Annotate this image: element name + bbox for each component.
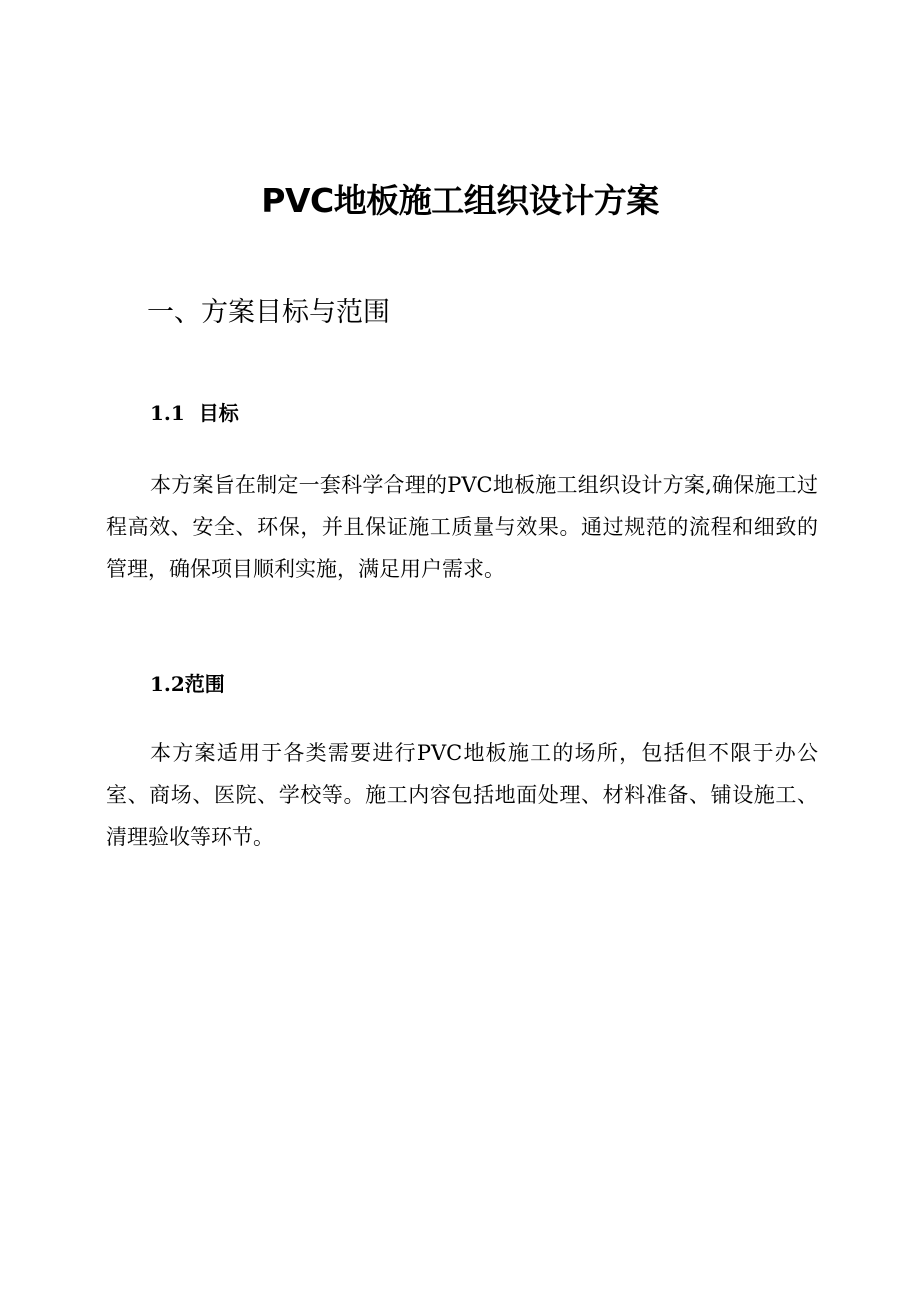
scope-paragraph: 本方案适用于各类需要进行PVC地板施工的场所，包括但不限于办公室、商场、医院、学校等。施工内容包括地面处理、材料准备、铺设施工、清理验收等环节。 bbox=[106, 741, 818, 849]
subsection-heading-scope bbox=[150, 669, 225, 699]
subsection-number: 1.2 bbox=[150, 672, 185, 696]
subsection-heading-goal bbox=[150, 398, 239, 428]
section-heading: 一、方案目标与范围 bbox=[147, 297, 390, 328]
goal-paragraph: 本方案旨在制定一套科学合理的PVC地板施工组织设计方案,确保施工过程高效、安全、环保，并且保证施工质量与效果。通过规范的流程和细致的管理，确保项目顺利实施，满足用户需求。 bbox=[106, 473, 818, 581]
subsection-label: 范围 bbox=[184, 672, 225, 696]
subsection-number: 1.1 bbox=[150, 401, 185, 425]
document-title: PVC地板施工组织设计方案 bbox=[261, 181, 659, 220]
subsection-label: 目标 bbox=[198, 401, 239, 425]
